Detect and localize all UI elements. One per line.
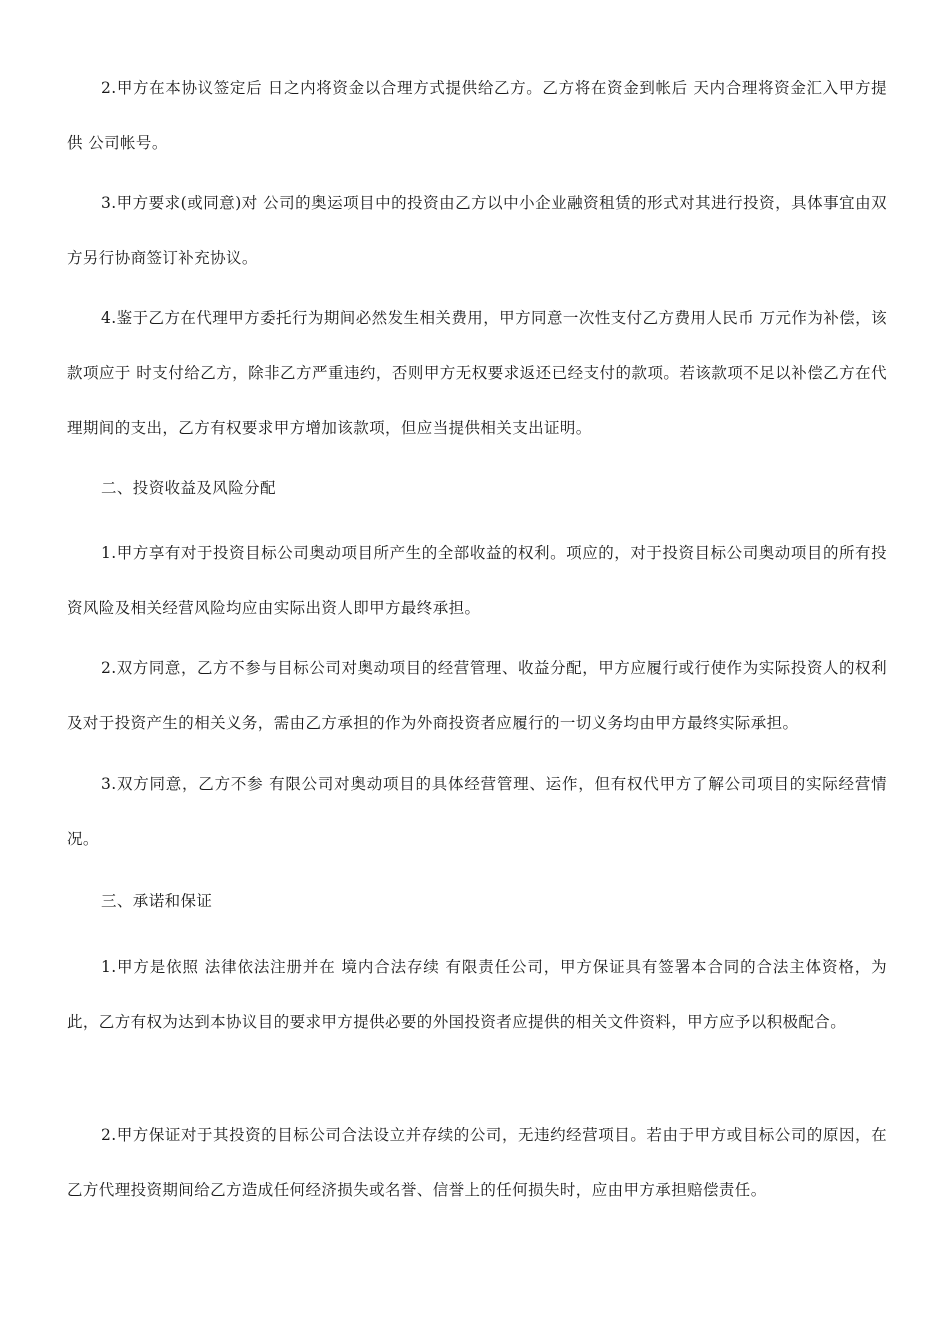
clause-2-funding: 2.甲方在本协议签定后 日之内将资金以合理方式提供给乙方。乙方将在资金到帐后 天内合理将资金汇入甲方提供 公司帐号。 <box>67 79 887 152</box>
section-2-clause-2: 2.双方同意，乙方不参与目标公司对奥动项目的经营管理、收益分配，甲方应履行或行使作为实际投资人的权利及对于投资产生的相关义务，需由乙方承担的作为外商投资者应履行的一切义务均由甲方最终实际承担。 <box>67 659 887 732</box>
section-3-clause-2: 2.甲方保证对于其投资的目标公司合法设立并存续的公司，无违约经营项目。若由于甲方或目标公司的原因，在乙方代理投资期间给乙方造成任何经济损失或名誉、信誉上的任何损失时，应由甲方承担赔偿责任。 <box>67 1126 887 1199</box>
section-2-clause-1: 1.甲方享有对于投资目标公司奥动项目所产生的全部收益的权利。项应的，对于投资目标公司奥动项目的所有投资风险及相关经营风险均应由实际出资人即甲方最终承担。 <box>67 544 887 617</box>
section-3-clause-1: 1.甲方是依照 法律依法注册并在 境内合法存续 有限责任公司，甲方保证具有签署本合同的合法主体资格，为此，乙方有权为达到本协议目的要求甲方提供必要的外国投资者应提供的相关文件资料，甲方应予以积极配合。 <box>67 958 887 1031</box>
clause-3-investment: 3.甲方要求(或同意)对 公司的奥运项目中的投资由乙方以中小企业融资租赁的形式对其进行投资，具体事宜由双方另行协商签订补充协议。 <box>67 194 887 267</box>
clause-4-fees: 4.鉴于乙方在代理甲方委托行为期间必然发生相关费用，甲方同意一次性支付乙方费用人民币 万元作为补偿，该款项应于 时支付给乙方，除非乙方严重违约，否则甲方无权要求返还已经支付的款项。若该款项不足以补偿乙方在代理期间的支出，乙方有权要求甲方增加该款项，但应当提供相关支出证明。 <box>67 309 887 437</box>
section-heading-3: 三、承诺和保证 <box>101 892 213 910</box>
section-2-clause-3: 3.双方同意，乙方不参 有限公司对奥动项目的具体经营管理、运作，但有权代甲方了解公司项目的实际经营情况。 <box>67 775 887 848</box>
section-heading-2: 二、投资收益及风险分配 <box>101 479 276 497</box>
